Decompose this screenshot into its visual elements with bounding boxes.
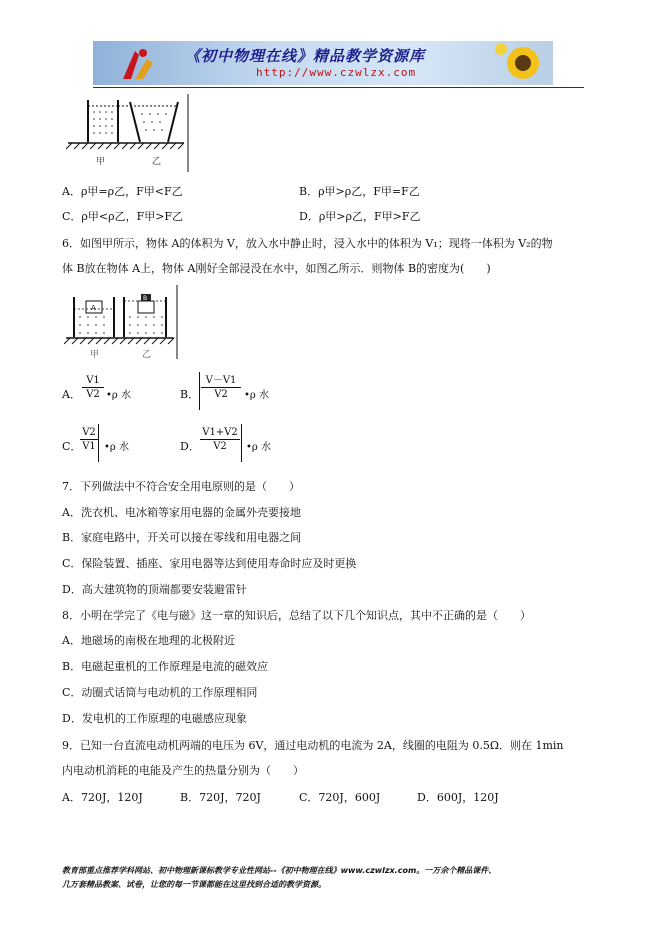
fig6-label-b: 乙 xyxy=(142,350,152,360)
q8-option-b: B．电磁起重机的工作原理是电流的磁效应 xyxy=(62,660,269,673)
sunflower-icon xyxy=(491,41,551,85)
q6-option-a-suffix: •ρ 水 xyxy=(106,390,131,401)
q6-b-numerator: V－V1 xyxy=(205,375,237,386)
q9-option-a: A．720J，120J xyxy=(62,791,143,804)
q6-option-b-fraction xyxy=(201,374,241,401)
banner-url: http://www.czwlzx.com xyxy=(256,66,417,79)
footer-line1: 教育部重点推荐学科网站、初中物理新课标教学专业性网站--《初中物理在线》www.czwlzx.com。一万余个精品课件、 xyxy=(62,866,497,875)
q6-c-rule xyxy=(98,424,99,462)
q8-option-c: C．动圈式话筒与电动机的工作原理相同 xyxy=(62,686,258,699)
q6-option-c-fraction xyxy=(80,426,98,453)
q5-option-b: B．ρ甲>ρ乙，F甲=F乙 xyxy=(299,185,420,198)
q6-figure xyxy=(64,283,180,361)
q6-d-numerator: V1+V2 xyxy=(202,427,238,438)
q7-option-b: B．家庭电路中，开关可以接在零线和用电器之间 xyxy=(62,531,302,544)
q6-c-denominator: V1 xyxy=(80,439,98,453)
q8-option-a: A．地磁场的南极在地理的北极附近 xyxy=(62,634,235,647)
q5-option-d: D．ρ甲>ρ乙，F甲>F乙 xyxy=(299,210,421,223)
q7-option-c: C．保险装置、插座、家用电器等达到使用寿命时应及时更换 xyxy=(62,557,357,570)
fig5-label-b: 乙 xyxy=(152,157,162,167)
q9-option-c: C．720J，600J xyxy=(299,791,381,804)
q6-d-denominator: V2 xyxy=(200,439,240,453)
q6-option-c-suffix: •ρ 水 xyxy=(104,442,129,453)
q8-option-d: D．发电机的工作原理的电磁感应现象 xyxy=(62,712,247,725)
site-logo-icon xyxy=(113,41,173,85)
header-rule xyxy=(93,87,584,88)
q9-stem-line2: 内电动机消耗的电能及产生的热量分别为（ ） xyxy=(62,764,304,777)
q6-option-b-prefix: B． xyxy=(180,388,200,401)
fig6-label-a: 甲 xyxy=(90,350,100,360)
q6-c-numerator: V2 xyxy=(82,427,96,438)
banner-title: 《初中物理在线》精品教学资源库 xyxy=(185,47,426,65)
q7-option-a: A．洗衣机、电冰箱等家用电器的金属外壳要接地 xyxy=(62,506,301,519)
q6-option-d-fraction xyxy=(200,426,240,453)
q6-option-b-suffix: •ρ 水 xyxy=(244,390,269,401)
q7-stem: 7．下列做法中不符合安全用电原则的是（ ） xyxy=(62,480,300,493)
q9-option-d: D．600J，120J xyxy=(417,791,499,804)
q6-stem-line1: 6．如图甲所示，物体 A的体积为 V，放入水中静止时，浸入水中的体积为 V₁；现将一体积为 V₂的物 xyxy=(62,237,553,250)
q6-b-denominator: V2 xyxy=(201,387,241,401)
fig6-block-b: B xyxy=(143,295,148,302)
q6-option-d-prefix: D． xyxy=(180,440,200,453)
q6-option-c-prefix: C． xyxy=(62,440,82,453)
fig5-label-a: 甲 xyxy=(96,157,106,167)
q9-option-b: B．720J，720J xyxy=(180,791,261,804)
q6-a-numerator: V1 xyxy=(86,375,100,386)
footer-line2: 几万套精品教案、试卷，让您的每一节课都能在这里找到合适的教学资源。 xyxy=(62,880,326,889)
header-banner xyxy=(93,41,553,85)
q6-d-rule xyxy=(241,424,242,462)
fig6-block-a: A xyxy=(91,304,96,312)
q6-a-denominator: V2 xyxy=(82,387,104,401)
q5-option-c: C．ρ甲<ρ乙，F甲>F乙 xyxy=(62,210,184,223)
q6-b-rule xyxy=(199,372,200,410)
q5-figure xyxy=(66,92,191,174)
q8-stem: 8．小明在学完了《电与磁》这一章的知识后，总结了以下几个知识点，其中不正确的是（ ） xyxy=(62,609,531,622)
q6-option-a-prefix: A． xyxy=(62,388,81,401)
q6-option-d-suffix: •ρ 水 xyxy=(246,442,271,453)
q9-stem-line1: 9．已知一台直流电动机两端的电压为 6V，通过电动机的电流为 2A，线圈的电阻为 0.5Ω．则在 1min xyxy=(62,739,564,752)
q5-option-a: A．ρ甲=ρ乙，F甲<F乙 xyxy=(62,185,183,198)
q7-option-d: D．高大建筑物的顶端都要安装避雷针 xyxy=(62,583,247,596)
q6-stem-line2: 体 B放在物体 A上，物体 A刚好全部浸没在水中，如图乙所示．则物体 B的密度为( ) xyxy=(62,262,491,275)
q6-option-a-fraction xyxy=(82,374,104,401)
